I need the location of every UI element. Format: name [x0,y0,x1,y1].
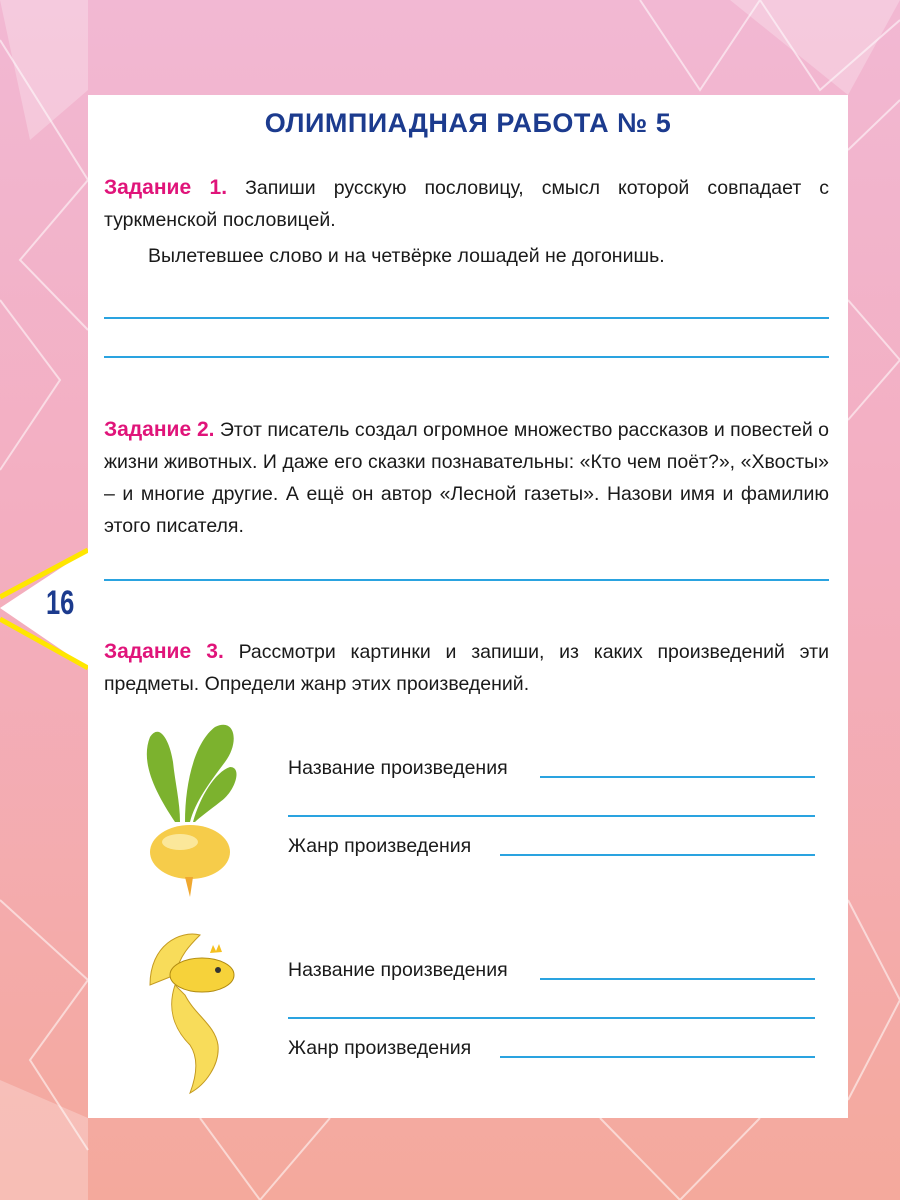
task-3-label: Задание 3. [104,640,224,663]
answer-line[interactable] [104,317,829,319]
item-1-title-input-2[interactable] [288,815,815,817]
item-2-title-input-2[interactable] [288,1017,815,1019]
item-1-title-label: Название произведения [288,757,508,779]
task-1 [104,172,829,236]
answer-line[interactable] [104,356,829,358]
page-number: 16 [46,584,75,622]
task-3 [104,636,829,700]
page-number-tab [0,550,88,668]
task-3-text: Рассмотри картинки и запиши, из каких произведений эти предметы. Определи жанр этих произведений. [104,641,829,695]
item-1-genre-label: Жанр произведения [288,835,472,857]
task-2-text: Этот писатель создал огромное множество рассказов и повестей о жизни животных. И даже его сказки познавательны: «Кто чем поёт?», «Хвосты» – и многие другие. А ещё он автор «Лесной газеты». Назови имя и фамилию этого писателя. [104,419,829,537]
item-2-genre-input[interactable] [500,1056,815,1058]
item-2-title-input[interactable] [540,978,815,980]
goldfish-image [140,925,240,1095]
item-2-title-label: Название произведения [288,959,508,981]
item-1-title-input[interactable] [540,776,815,778]
task-1-text: Запиши русскую пословицу, смысл которой совпадает с туркменской пословицей. [104,177,830,231]
answer-line[interactable] [104,579,829,581]
item-2-genre-label: Жанр произведения [288,1037,472,1059]
item-1-genre-input[interactable] [500,854,815,856]
turnip-image [135,712,245,897]
task-2 [104,414,829,542]
task-1-label: Задание 1. [104,176,228,199]
page-title: ОЛИМПИАДНАЯ РАБОТА № 5 [264,108,672,138]
task-1-proverb: Вылетевшее слово и на четвёрке лошадей не догонишь. [148,245,665,267]
task-2-label: Задание 2. [104,418,215,441]
